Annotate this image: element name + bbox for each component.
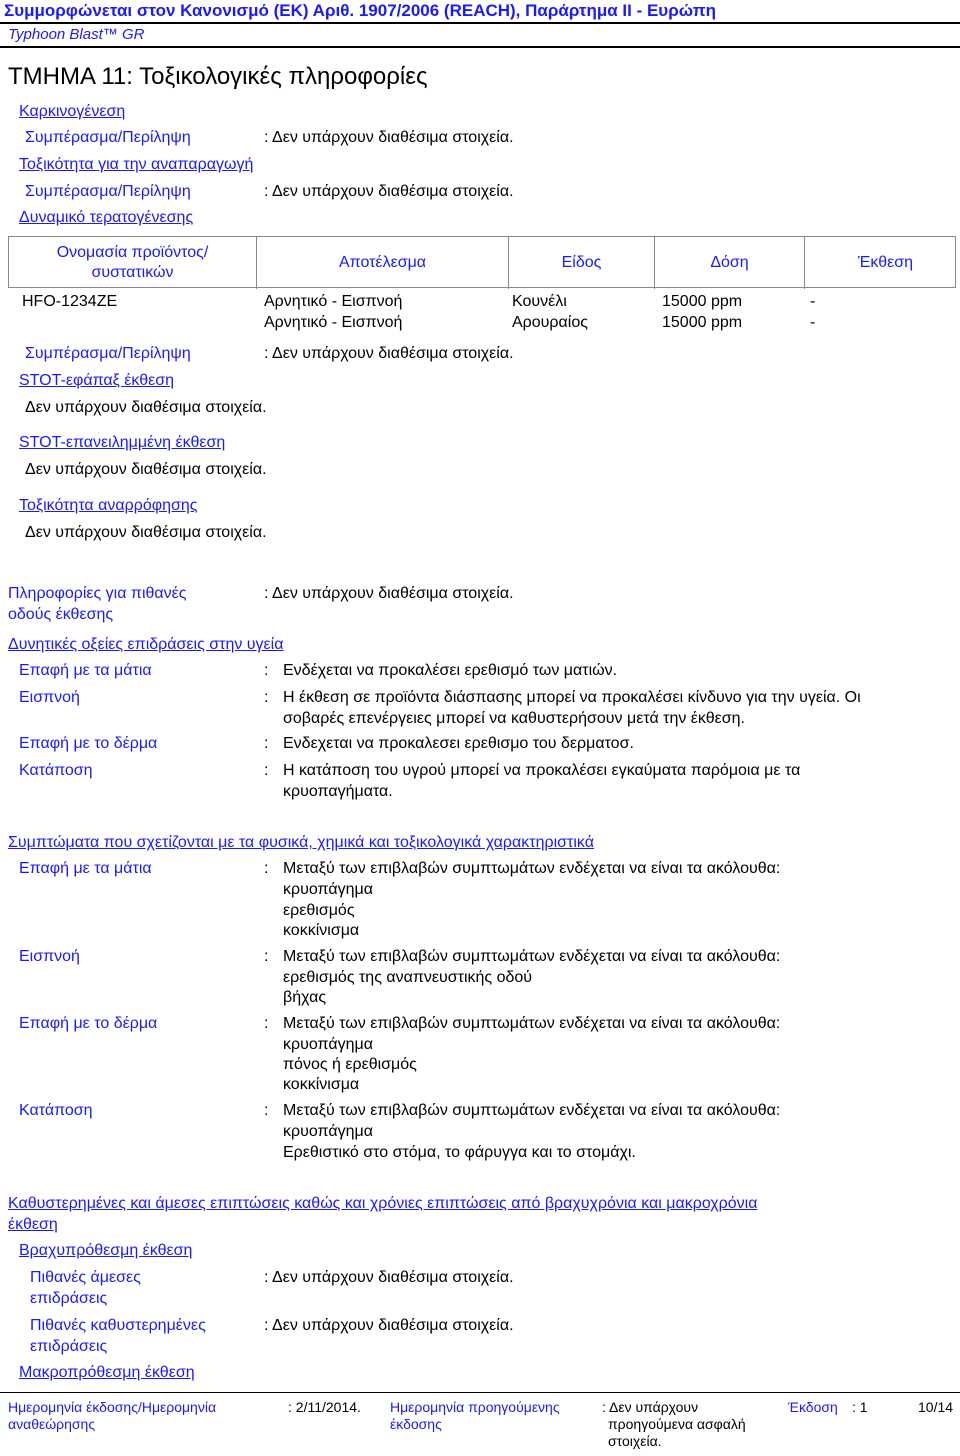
- symptoms-skin-item: πόνος ή ερεθισμός: [283, 1056, 417, 1073]
- aspiration-value: Δεν υπάρχουν διαθέσιμα στοιχεία.: [25, 524, 267, 541]
- acute-eye-colon: :: [264, 662, 269, 679]
- carcinogenicity-value: : Δεν υπάρχουν διαθέσιμα στοιχεία.: [264, 129, 514, 146]
- acute-effects-heading: Δυνητικές οξείες επιδράσεις στην υγεία: [8, 636, 284, 653]
- product-name: Typhoon Blast™ GR: [8, 26, 145, 43]
- regulation-header: Συμμορφώνεται στον Κανονισμό (ΕΚ) Αριθ. 1907/2006 (REACH), Παράρτημα II - Ευρώπη: [4, 1, 717, 20]
- routes-value: : Δεν υπάρχουν διαθέσιμα στοιχεία.: [264, 585, 514, 602]
- table-row-dose-2: 15000 ppm: [662, 314, 743, 331]
- symptoms-eye-item: κρυοπάγημα: [283, 881, 373, 898]
- footer-issue-label-1: Ημερομηνία έκδοσης/Ημερομηνία: [8, 1399, 217, 1415]
- footer-page-number: 10/14: [918, 1399, 954, 1415]
- long-term-heading: Μακροπρόθεσμη έκθεση: [19, 1364, 195, 1381]
- symptoms-eye-label: Επαφή με τα μάτια: [19, 860, 152, 877]
- symptoms-inhalation-item: βήχας: [283, 989, 327, 1006]
- symptoms-skin-label: Επαφή με το δέρμα: [19, 1015, 158, 1032]
- stot-repeated-heading: STOT-επανειλημμένη έκθεση: [19, 434, 226, 451]
- acute-skin-label: Επαφή με το δέρμα: [19, 735, 158, 752]
- teratogenic-table-header: [8, 236, 956, 288]
- symptoms-eye-item: ερεθισμός: [283, 902, 355, 919]
- short-term-heading: Βραχυπρόθεσμη έκθεση: [19, 1242, 193, 1259]
- acute-ingestion-value-2: κρυοπαγήματα.: [283, 783, 393, 800]
- symptoms-eye-colon: :: [264, 860, 269, 877]
- delayed-effects-label-2: επιδράσεις: [30, 1338, 108, 1355]
- table-row-exposure-1: -: [810, 293, 816, 310]
- symptoms-ingestion-intro: Μεταξύ των επιβλαβών συμπτωμάτων ενδέχεται να είναι τα ακόλουθα:: [283, 1102, 781, 1119]
- symptoms-ingestion-colon: :: [264, 1102, 269, 1119]
- acute-eye-value: Ενδέχεται να προκαλέσει ερεθισμό των ματιών.: [283, 662, 618, 679]
- symptoms-skin-item: κρυοπάγημα: [283, 1036, 373, 1053]
- symptoms-ingestion-item: Ερεθιστικό στο στόμα, το φάρυγγα και το στομάχι.: [283, 1144, 636, 1161]
- col-exposure: Έκθεση: [857, 254, 913, 271]
- acute-inhalation-value-1: Η έκθεση σε προϊόντα διάσπασης μπορεί να προκαλέσει κίνδυνο για την υγεία. Οι: [283, 689, 861, 706]
- delayed-effects-label-1: Πιθανές καθυστερημένες: [30, 1317, 206, 1334]
- footer-divider: [0, 1392, 960, 1393]
- acute-skin-value: Ενδεχεται να προκαλεσει ερεθισμο του δερματοσ.: [283, 735, 634, 752]
- symptoms-inhalation-label: Εισπνοή: [19, 948, 80, 965]
- acute-ingestion-value-1: Η κατάποση του υγρού μπορεί να προκαλέσει εγκαύματα παρόμοια με τα: [283, 762, 801, 779]
- table-row-exposure-2: -: [810, 314, 816, 331]
- symptoms-skin-item: κοκκίνισμα: [283, 1076, 360, 1093]
- section-title: ΤΜΗΜΑ 11: Τοξικολογικές πληροφορίες: [8, 63, 428, 90]
- col-product-name: Ονομασία προϊόντος/ συστατικών: [9, 237, 257, 289]
- table-row-name: HFO-1234ZE: [22, 293, 118, 310]
- symptoms-eye-item: κοκκίνισμα: [283, 922, 360, 939]
- acute-ingestion-colon: :: [264, 762, 269, 779]
- footer-issue-date: : 2/11/2014.: [288, 1399, 361, 1415]
- teratogenic-heading: Δυναμικό τερατογένεσης: [19, 209, 194, 226]
- table-row-dose-1: 15000 ppm: [662, 293, 743, 310]
- immediate-effects-label-1: Πιθανές άμεσες: [30, 1269, 141, 1286]
- immediate-effects-label-2: επιδράσεις: [30, 1290, 108, 1307]
- symptoms-inhalation-colon: :: [264, 948, 269, 965]
- symptoms-inhalation-intro: Μεταξύ των επιβλαβών συμπτωμάτων ενδέχεται να είναι τα ακόλουθα:: [283, 948, 781, 965]
- reproductive-value: : Δεν υπάρχουν διαθέσιμα στοιχεία.: [264, 183, 514, 200]
- acute-inhalation-colon: :: [264, 689, 269, 706]
- stot-single-value: Δεν υπάρχουν διαθέσιμα στοιχεία.: [25, 399, 267, 416]
- table-row-result-2: Αρνητικό - Εισπνοή: [264, 314, 403, 331]
- stot-single-heading: STOT-εφάπαξ έκθεση: [19, 372, 174, 389]
- table-row-species-1: Κουνέλι: [512, 293, 567, 310]
- aspiration-heading: Τοξικότητα αναρρόφησης: [19, 497, 198, 514]
- delayed-effects-value: : Δεν υπάρχουν διαθέσιμα στοιχεία.: [264, 1317, 514, 1334]
- teratogenic-label: Συμπέρασμα/Περίληψη: [25, 345, 191, 362]
- delayed-heading-2: έκθεση: [8, 1216, 58, 1233]
- acute-inhalation-value-2: σοβαρές επενέργειες μπορεί να καθυστερήσουν μετά την έκθεση.: [283, 710, 745, 727]
- carcinogenicity-heading: Καρκινογένεση: [19, 103, 126, 120]
- immediate-effects-value: : Δεν υπάρχουν διαθέσιμα στοιχεία.: [264, 1269, 514, 1286]
- symptoms-ingestion-item: κρυοπάγημα: [283, 1123, 373, 1140]
- footer-version-value: : 1: [852, 1399, 868, 1415]
- acute-skin-colon: :: [264, 735, 269, 752]
- routes-label-2: οδούς έκθεσης: [8, 606, 114, 623]
- header-divider: [0, 22, 960, 24]
- header-divider-2: [0, 46, 960, 48]
- col-dose: Δόση: [655, 237, 805, 289]
- symptoms-eye-intro: Μεταξύ των επιβλαβών συμπτωμάτων ενδέχεται να είναι τα ακόλουθα:: [283, 860, 781, 877]
- footer-version-label: Έκδοση: [788, 1399, 838, 1415]
- reproductive-label: Συμπέρασμα/Περίληψη: [25, 183, 191, 200]
- carcinogenicity-label: Συμπέρασμα/Περίληψη: [25, 129, 191, 146]
- reproductive-heading: Τοξικότητα για την αναπαραγωγή: [19, 156, 254, 173]
- footer-prev-label-2: έκδοσης: [390, 1416, 442, 1432]
- symptoms-skin-intro: Μεταξύ των επιβλαβών συμπτωμάτων ενδέχεται να είναι τα ακόλουθα:: [283, 1015, 781, 1032]
- footer-prev-label-1: Ημερομηνία προηγούμενης: [390, 1399, 560, 1415]
- col-result: Αποτέλεσμα: [257, 237, 509, 289]
- footer-prev-value-1: : Δεν υπάρχουν: [602, 1399, 699, 1415]
- symptoms-heading: Συμπτώματα που σχετίζονται με τα φυσικά, χημικά και τοξικολογικά χαρακτηριστικά: [8, 834, 594, 851]
- delayed-heading-1: Καθυστερημένες και άμεσες επιπτώσεις καθώς και χρόνιες επιπτώσεις από βραχυχρόνια και μακροχρόνια: [8, 1195, 758, 1212]
- table-row-species-2: Αρουραίος: [512, 314, 588, 331]
- symptoms-inhalation-item: ερεθισμός της αναπνευστικής οδού: [283, 969, 533, 986]
- teratogenic-value: : Δεν υπάρχουν διαθέσιμα στοιχεία.: [264, 345, 514, 362]
- footer-prev-value-3: στοιχεία.: [608, 1433, 662, 1449]
- table-row-result-1: Αρνητικό - Εισπνοή: [264, 293, 403, 310]
- routes-label-1: Πληροφορίες για πιθανές: [8, 585, 187, 602]
- symptoms-skin-colon: :: [264, 1015, 269, 1032]
- footer-prev-value-2: προηγούμενα ασφαλή: [608, 1416, 746, 1432]
- acute-eye-label: Επαφή με τα μάτια: [19, 662, 152, 679]
- acute-ingestion-label: Κατάποση: [19, 762, 93, 779]
- footer-issue-label-2: αναθεώρησης: [8, 1416, 96, 1432]
- symptoms-ingestion-label: Κατάποση: [19, 1102, 93, 1119]
- col-species: Είδος: [509, 237, 655, 289]
- stot-repeated-value: Δεν υπάρχουν διαθέσιμα στοιχεία.: [25, 461, 267, 478]
- acute-inhalation-label: Εισπνοή: [19, 689, 80, 706]
